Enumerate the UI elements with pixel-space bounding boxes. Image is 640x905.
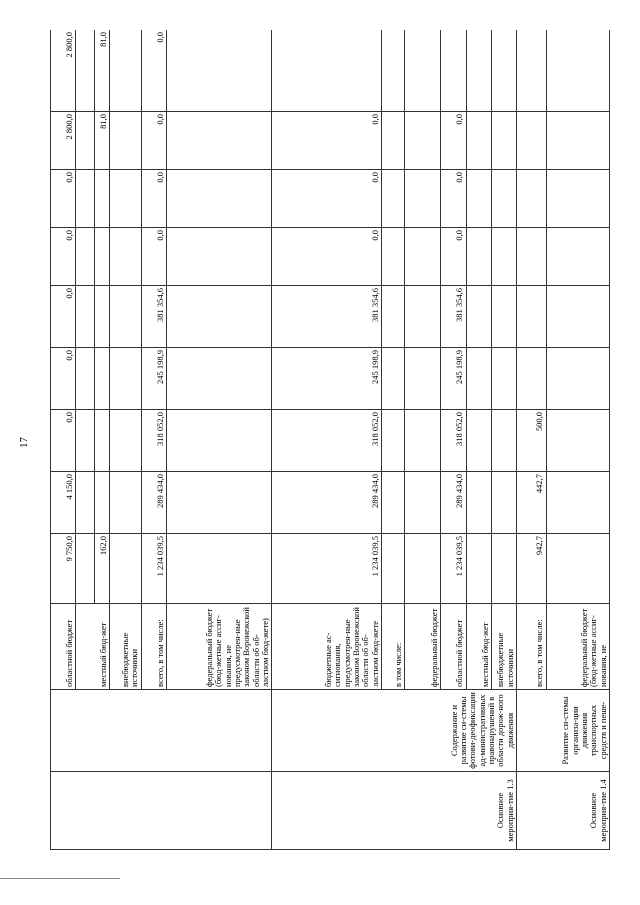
- value-cell: 162,0: [95, 534, 110, 604]
- value-cell: [466, 472, 491, 534]
- value-cell: [405, 472, 441, 534]
- value-cell: [167, 170, 272, 228]
- value-cell: 381 354,6: [141, 286, 166, 348]
- value-cell: [491, 472, 516, 534]
- value-cell: 0,0: [51, 170, 76, 228]
- value-cell: [405, 348, 441, 410]
- value-cell: [517, 112, 547, 170]
- value-cell: [466, 30, 491, 112]
- value-cell: [517, 286, 547, 348]
- source-cell: внебюджетные источники: [491, 604, 516, 690]
- table-row: [51, 30, 76, 850]
- value-cell: [110, 472, 142, 534]
- value-cell: 500,0: [517, 410, 547, 472]
- value-cell: 0,0: [441, 170, 466, 228]
- value-cell: 1 234 039,5: [441, 534, 466, 604]
- value-cell: [546, 534, 609, 604]
- value-cell: [95, 348, 110, 410]
- value-cell: [76, 534, 95, 604]
- value-cell: [466, 348, 491, 410]
- value-cell: 0,0: [441, 228, 466, 286]
- value-cell: 0,0: [272, 228, 382, 286]
- value-cell: [405, 228, 441, 286]
- value-cell: [382, 472, 405, 534]
- value-cell: [491, 410, 516, 472]
- value-cell: [546, 348, 609, 410]
- measure-cell: [51, 772, 272, 850]
- value-cell: [110, 30, 142, 112]
- value-cell: 442,7: [517, 472, 547, 534]
- value-cell: 318 052,0: [441, 410, 466, 472]
- value-cell: [466, 410, 491, 472]
- value-cell: 0,0: [141, 112, 166, 170]
- value-cell: [110, 348, 142, 410]
- value-cell: [95, 228, 110, 286]
- value-cell: [546, 472, 609, 534]
- source-cell: федеральный бюджет (бюд-жетные ассиг-нования, не: [546, 604, 609, 690]
- value-cell: [76, 286, 95, 348]
- value-cell: [167, 410, 272, 472]
- measure-1-4-cell: Основное мероприя-тие 1.4: [517, 772, 610, 850]
- source-cell: внебюджетные источники: [110, 604, 142, 690]
- content-1-4-cell: Развитие си-стемы организа-ции движения транспортных средств и пеше-: [517, 690, 610, 772]
- value-cell: [546, 410, 609, 472]
- value-cell: [382, 112, 405, 170]
- value-cell: 0,0: [51, 228, 76, 286]
- value-cell: 942,7: [517, 534, 547, 604]
- value-cell: 0,0: [441, 112, 466, 170]
- value-cell: [491, 534, 516, 604]
- value-cell: [466, 170, 491, 228]
- source-cell: местный бюд-жет: [76, 604, 110, 690]
- value-cell: 245 198,9: [272, 348, 382, 410]
- value-cell: [95, 410, 110, 472]
- value-cell: [491, 30, 516, 112]
- value-cell: [95, 472, 110, 534]
- value-cell: 0,0: [141, 228, 166, 286]
- value-cell: [272, 30, 382, 112]
- value-cell: 81,0: [95, 30, 110, 112]
- value-cell: [382, 348, 405, 410]
- value-cell: 0,0: [141, 30, 166, 112]
- content-cell: [51, 690, 272, 772]
- content-1-3-cell: Содержание и развитие си-стемы фотови-деофиксации ад-министративных правонарушений в области дорож-ного движения: [272, 690, 517, 772]
- value-cell: 245 198,9: [141, 348, 166, 410]
- source-cell: федеральный бюджет (бюд-жетные ассиг-нования, не предусмотрен-ные законом Воронежской области об об-ластном бюд-жете): [167, 604, 272, 690]
- value-cell: [167, 472, 272, 534]
- value-cell: [167, 30, 272, 112]
- value-cell: [517, 228, 547, 286]
- value-cell: [405, 410, 441, 472]
- value-cell: 318 052,0: [141, 410, 166, 472]
- value-cell: 245 198,9: [441, 348, 466, 410]
- value-cell: 0,0: [141, 170, 166, 228]
- value-cell: [405, 170, 441, 228]
- value-cell: [546, 170, 609, 228]
- value-cell: 2 800,0: [51, 112, 76, 170]
- source-cell: всего, в том числе:: [141, 604, 166, 690]
- value-cell: [517, 170, 547, 228]
- value-cell: [546, 112, 609, 170]
- value-cell: 289 434,0: [441, 472, 466, 534]
- value-cell: [167, 534, 272, 604]
- value-cell: 381 354,6: [272, 286, 382, 348]
- value-cell: [76, 30, 95, 112]
- value-cell: [405, 112, 441, 170]
- value-cell: [382, 228, 405, 286]
- value-cell: 9 750,0: [51, 534, 76, 604]
- value-cell: 81,0: [95, 112, 110, 170]
- source-cell: местный бюд-жет: [466, 604, 491, 690]
- value-cell: [76, 228, 95, 286]
- value-cell: 381 354,6: [441, 286, 466, 348]
- value-cell: [382, 30, 405, 112]
- value-cell: [76, 410, 95, 472]
- value-cell: [110, 286, 142, 348]
- table-row: [517, 30, 547, 850]
- budget-table-wrapper: [50, 30, 610, 850]
- value-cell: [466, 112, 491, 170]
- page-number: 17: [18, 437, 30, 448]
- source-cell: всего, в том числе:: [517, 604, 547, 690]
- value-cell: 0,0: [51, 348, 76, 410]
- value-cell: [167, 228, 272, 286]
- value-cell: [76, 112, 95, 170]
- budget-table: [50, 30, 610, 850]
- value-cell: [76, 348, 95, 410]
- value-cell: [167, 286, 272, 348]
- value-cell: [382, 170, 405, 228]
- value-cell: [382, 534, 405, 604]
- value-cell: [466, 534, 491, 604]
- value-cell: [167, 112, 272, 170]
- value-cell: [517, 30, 547, 112]
- value-cell: [405, 534, 441, 604]
- value-cell: 1 234 039,5: [272, 534, 382, 604]
- value-cell: 0,0: [51, 286, 76, 348]
- value-cell: [466, 286, 491, 348]
- value-cell: 318 052,0: [272, 410, 382, 472]
- value-cell: 0,0: [272, 112, 382, 170]
- value-cell: [546, 30, 609, 112]
- value-cell: [76, 472, 95, 534]
- value-cell: 2 800,0: [51, 30, 76, 112]
- value-cell: [382, 410, 405, 472]
- value-cell: 289 434,0: [141, 472, 166, 534]
- value-cell: [110, 410, 142, 472]
- value-cell: [110, 112, 142, 170]
- value-cell: [491, 170, 516, 228]
- value-cell: 4 150,0: [51, 472, 76, 534]
- value-cell: [491, 228, 516, 286]
- source-cell: областной бюджет: [441, 604, 466, 690]
- value-cell: [382, 286, 405, 348]
- value-cell: [546, 228, 609, 286]
- value-cell: [405, 30, 441, 112]
- value-cell: 0,0: [51, 410, 76, 472]
- value-cell: [466, 228, 491, 286]
- value-cell: 289 434,0: [272, 472, 382, 534]
- source-cell: в том числе:: [382, 604, 405, 690]
- value-cell: 0,0: [272, 170, 382, 228]
- value-cell: [95, 286, 110, 348]
- value-cell: [546, 286, 609, 348]
- value-cell: [517, 348, 547, 410]
- value-cell: [491, 112, 516, 170]
- value-cell: [491, 286, 516, 348]
- value-cell: [491, 348, 516, 410]
- measure-1-3-cell: Основное мероприя-тие 1.3: [272, 772, 517, 850]
- value-cell: [167, 348, 272, 410]
- value-cell: [110, 534, 142, 604]
- value-cell: [110, 228, 142, 286]
- bottom-scan-line: [0, 878, 120, 879]
- source-cell: областной бюджет: [51, 604, 76, 690]
- value-cell: [110, 170, 142, 228]
- value-cell: [441, 30, 466, 112]
- value-cell: [95, 170, 110, 228]
- value-cell: [76, 170, 95, 228]
- value-cell: [405, 286, 441, 348]
- source-cell: федеральный бюджет: [405, 604, 441, 690]
- table-row: [272, 30, 382, 850]
- source-cell: бюджетные ас-сигнования, предусмотрен-ные законом Воронежской области об об-ластном бюд-жете: [272, 604, 382, 690]
- value-cell: 1 234 039,5: [141, 534, 166, 604]
